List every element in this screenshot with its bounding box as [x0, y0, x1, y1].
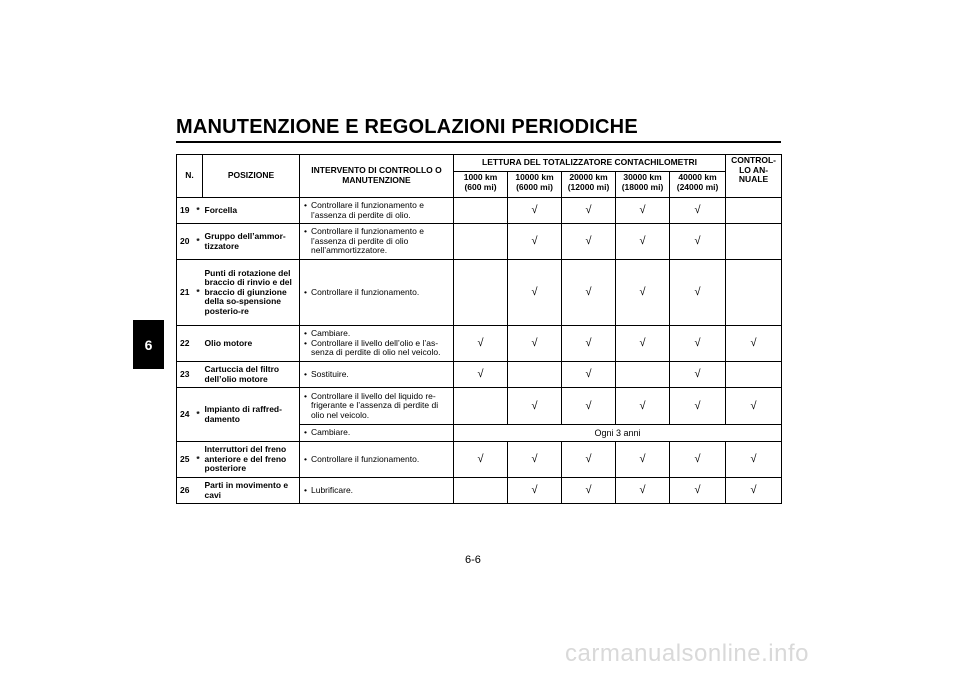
star-marker: [194, 478, 203, 504]
header-intervention: INTERVENTO DI CONTROLLO O MANUTENZIONE: [300, 155, 454, 198]
check-cell: [454, 224, 508, 260]
intervention-text: Sostituire.: [311, 368, 349, 379]
row-position: Impianto di raffred-damento: [203, 388, 300, 442]
check-cell: √: [726, 388, 782, 425]
km-value: 30000 km: [623, 172, 662, 182]
km-value: 10000 km: [515, 172, 554, 182]
check-cell: [726, 198, 782, 224]
interval-span: Ogni 3 anni: [454, 425, 782, 442]
row-intervention: [300, 442, 454, 478]
check-cell: [726, 224, 782, 260]
row-position: Punti di rotazione del braccio di rinvio e del braccio di giunzione della so-spensione posterio-re: [203, 260, 300, 326]
check-cell: √: [454, 326, 508, 362]
row-intervention: [300, 224, 454, 260]
check-cell: √: [726, 442, 782, 478]
header-odometer: LETTURA DEL TOTALIZZATORE CONTACHILOMETRI: [454, 155, 726, 172]
check-cell: √: [562, 224, 616, 260]
km-value: 40000 km: [678, 172, 717, 182]
check-cell: √: [670, 362, 726, 388]
check-cell: √: [726, 478, 782, 504]
header-no: N.: [177, 155, 203, 198]
table-row: [177, 260, 782, 326]
mi-value: (600 mi): [464, 181, 497, 192]
check-cell: √: [454, 442, 508, 478]
watermark: carmanualsonline.info: [565, 640, 809, 667]
mi-value: (24000 mi): [676, 181, 719, 192]
intervention-text: Controllare il funzionamento.: [311, 453, 420, 464]
check-cell: √: [670, 442, 726, 478]
check-cell: [454, 388, 508, 425]
header-annual: CONTROL-LO AN-NUALE: [726, 155, 782, 198]
bullet: •: [304, 286, 307, 297]
check-cell: √: [562, 260, 616, 326]
star-marker: [194, 326, 203, 362]
check-cell: √: [508, 224, 562, 260]
row-position: Parti in movimento e cavi: [203, 478, 300, 504]
intervention-text: Controllare il funzionamento e l’assenza di perdite di olio.: [311, 199, 424, 220]
table-row: [177, 198, 782, 224]
intervention-text: Controllare il funzionamento e l’assenza di perdite di olio nell’ammortizzatore.: [311, 226, 424, 256]
check-cell: √: [616, 198, 670, 224]
table-row: [177, 326, 782, 362]
row-number: 24: [177, 388, 194, 442]
bullet: •: [304, 368, 307, 379]
check-cell: [508, 362, 562, 388]
check-cell: √: [670, 388, 726, 425]
check-cell: √: [616, 224, 670, 260]
check-cell: √: [508, 326, 562, 362]
row-intervention: [300, 425, 454, 442]
row-intervention: [300, 478, 454, 504]
star-marker: [194, 362, 203, 388]
check-cell: √: [670, 224, 726, 260]
row-position: Gruppo dell’ammor-tizzatore: [203, 224, 300, 260]
header-km-30000: [616, 172, 670, 198]
star-marker: *: [194, 388, 203, 442]
bullet: •: [304, 484, 307, 495]
mi-value: (18000 mi): [621, 181, 664, 192]
bullet: •: [304, 199, 307, 210]
intervention-text: Cambiare.: [311, 328, 351, 339]
table-row: [177, 478, 782, 504]
check-cell: √: [562, 362, 616, 388]
check-cell: [726, 362, 782, 388]
row-intervention: [300, 362, 454, 388]
check-cell: √: [508, 198, 562, 224]
header-km-10000: [508, 172, 562, 198]
row-intervention: [300, 326, 454, 362]
row-position: Olio motore: [203, 326, 300, 362]
row-position: Interruttori del freno anteriore e del freno posteriore: [203, 442, 300, 478]
intervention-text: Lubrificare.: [311, 484, 354, 495]
check-cell: √: [562, 442, 616, 478]
header-position: POSIZIONE: [203, 155, 300, 198]
check-cell: √: [508, 388, 562, 425]
check-cell: [454, 198, 508, 224]
row-position: Forcella: [203, 198, 300, 224]
check-cell: [454, 260, 508, 326]
row-number: 26: [177, 478, 194, 504]
bullet: •: [304, 328, 307, 339]
row-number: 22: [177, 326, 194, 362]
page-number: 6-6: [465, 554, 481, 566]
bullet: •: [304, 427, 307, 438]
bullet: •: [304, 390, 307, 401]
check-cell: [616, 362, 670, 388]
check-cell: √: [726, 326, 782, 362]
check-cell: [454, 478, 508, 504]
intervention-text: Controllare il livello del liquido re-frigerante e l’assenza di perdite di olio nel veicolo.: [311, 390, 439, 420]
table-row: [177, 442, 782, 478]
row-position: Cartuccia del filtro dell’olio motore: [203, 362, 300, 388]
star-marker: *: [194, 260, 203, 326]
header-km-40000: [670, 172, 726, 198]
intervention-text: Controllare il funzionamento.: [311, 286, 420, 297]
check-cell: √: [616, 388, 670, 425]
row-intervention: [300, 388, 454, 425]
page-title: MANUTENZIONE E REGOLAZIONI PERIODICHE: [176, 116, 638, 138]
check-cell: √: [616, 442, 670, 478]
bullet: •: [304, 337, 307, 348]
mi-value: (6000 mi): [516, 181, 553, 192]
row-intervention: [300, 260, 454, 326]
row-number: 25: [177, 442, 194, 478]
table-row: [177, 362, 782, 388]
check-cell: √: [562, 478, 616, 504]
row-number: 23: [177, 362, 194, 388]
star-marker: *: [194, 442, 203, 478]
row-number: 21: [177, 260, 194, 326]
intervention-text: Cambiare.: [311, 427, 351, 438]
star-marker: *: [194, 198, 203, 224]
check-cell: √: [562, 198, 616, 224]
km-value: 1000 km: [463, 172, 498, 182]
bullet: •: [304, 226, 307, 237]
header-km-1000: [454, 172, 508, 198]
check-cell: √: [616, 478, 670, 504]
intervention-text: Controllare il livello dell’olio e l’as-senza di perdite di olio nel veicolo.: [311, 337, 441, 358]
header-km-20000: [562, 172, 616, 198]
row-number: 19: [177, 198, 194, 224]
star-marker: *: [194, 224, 203, 260]
check-cell: √: [670, 260, 726, 326]
check-cell: √: [616, 260, 670, 326]
check-cell: √: [562, 388, 616, 425]
check-cell: √: [454, 362, 508, 388]
title-rule: [176, 141, 781, 143]
check-cell: √: [616, 326, 670, 362]
check-cell: √: [562, 326, 616, 362]
check-cell: √: [670, 198, 726, 224]
check-cell: √: [508, 260, 562, 326]
table-row: [177, 388, 782, 425]
maintenance-table: [176, 154, 782, 504]
bullet: •: [304, 453, 307, 464]
mi-value: (12000 mi): [567, 181, 610, 192]
check-cell: √: [670, 478, 726, 504]
row-intervention: [300, 198, 454, 224]
check-cell: √: [670, 326, 726, 362]
row-number: 20: [177, 224, 194, 260]
check-cell: √: [508, 478, 562, 504]
km-value: 20000 km: [569, 172, 608, 182]
chapter-tab: 6: [133, 320, 164, 369]
table-row: [177, 224, 782, 260]
check-cell: [726, 260, 782, 326]
check-cell: √: [508, 442, 562, 478]
